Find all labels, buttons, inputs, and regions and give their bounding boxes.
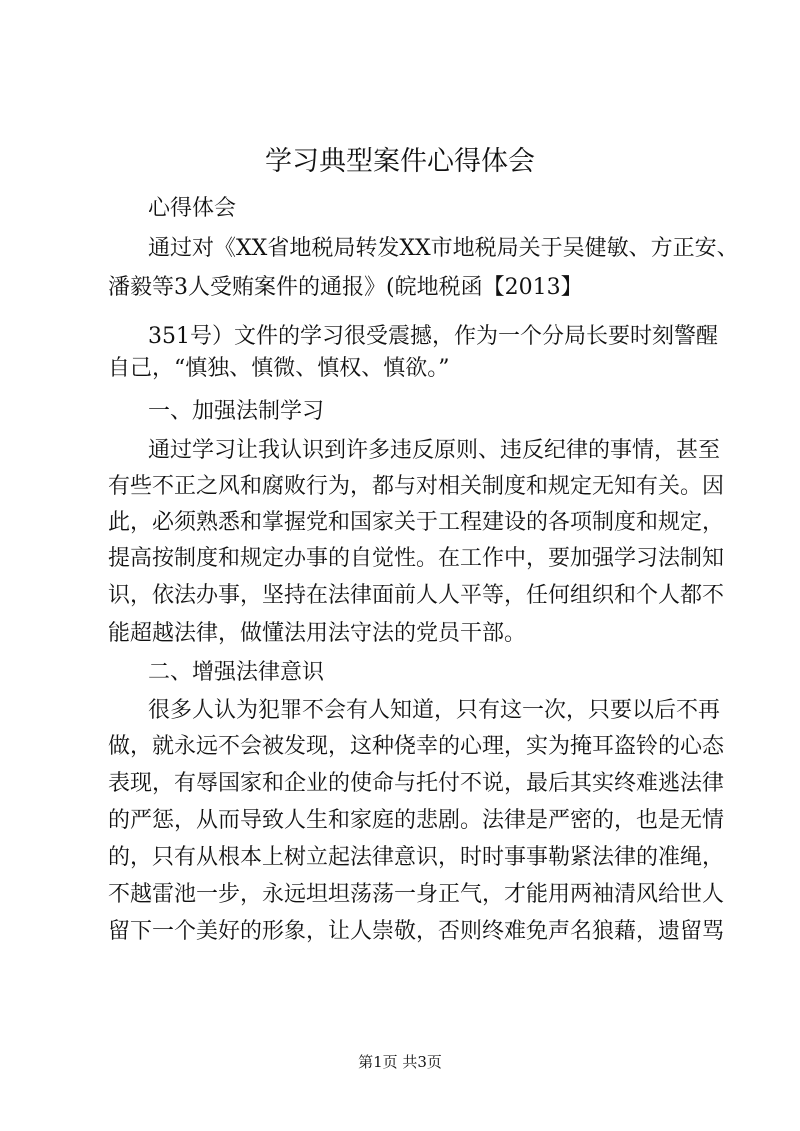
- section-heading: 一、加强法制学习: [148, 399, 325, 424]
- paragraph-line: 的，只有从根本上树立起法律意识，时时事事勒紧法律的准绳，: [108, 845, 725, 870]
- paragraph-line: 表现，有辱国家和企业的使命与托付不说，最后其实终难逃法律: [108, 771, 725, 796]
- page-number: 第1页 共3页: [358, 1053, 442, 1071]
- paragraph-line: 识，依法办事，坚持在法律面前人人平等，任何组织和个人都不: [108, 583, 725, 608]
- paragraph-line: 不越雷池一步，永远坦坦荡荡一身正气，才能用两袖清风给世人: [108, 882, 725, 907]
- paragraph-line: 潘毅等3人受贿案件的通报》(皖地税函【2013】: [108, 275, 583, 300]
- paragraph-line: 通过对《XX省地税局转发XX市地税局关于吴健敏、方正安、: [148, 236, 739, 261]
- paragraph-line: 351号）文件的学习很受震撼，作为一个分局长要时刻警醒: [148, 324, 718, 349]
- section-heading: 二、增强法律意识: [148, 660, 325, 685]
- section-label: 心得体会: [148, 196, 237, 221]
- paragraph-line: 很多人认为犯罪不会有人知道，只有这一次，只要以后不再: [148, 698, 721, 723]
- paragraph-line: 留下一个美好的形象，让人崇敬，否则终难免声名狼藉，遗留骂: [108, 919, 725, 944]
- paragraph-line: 有些不正之风和腐败行为，都与对相关制度和规定无知有关。因: [108, 474, 725, 499]
- paragraph-line: 能超越法律，做懂法用法守法的党员干部。: [108, 621, 527, 646]
- paragraph-line: 通过学习让我认识到许多违反原则、违反纪律的事情，甚至: [148, 438, 721, 463]
- paragraph-line: 此，必须熟悉和掌握党和国家关于工程建设的各项制度和规定，: [108, 510, 725, 535]
- document-title: 学习典型案件心得体会: [265, 146, 535, 177]
- paragraph-line: 做，就永远不会被发现，这种侥幸的心理，实为掩耳盗铃的心态: [108, 734, 725, 759]
- paragraph-line: 提高按制度和规定办事的自觉性。在工作中，要加强学习法制知: [108, 546, 725, 571]
- paragraph-line: 的严惩，从而导致人生和家庭的悲剧。法律是严密的，也是无情: [108, 808, 725, 833]
- paragraph-line: 自己，“慎独、慎微、慎权、慎欲。”: [108, 356, 450, 381]
